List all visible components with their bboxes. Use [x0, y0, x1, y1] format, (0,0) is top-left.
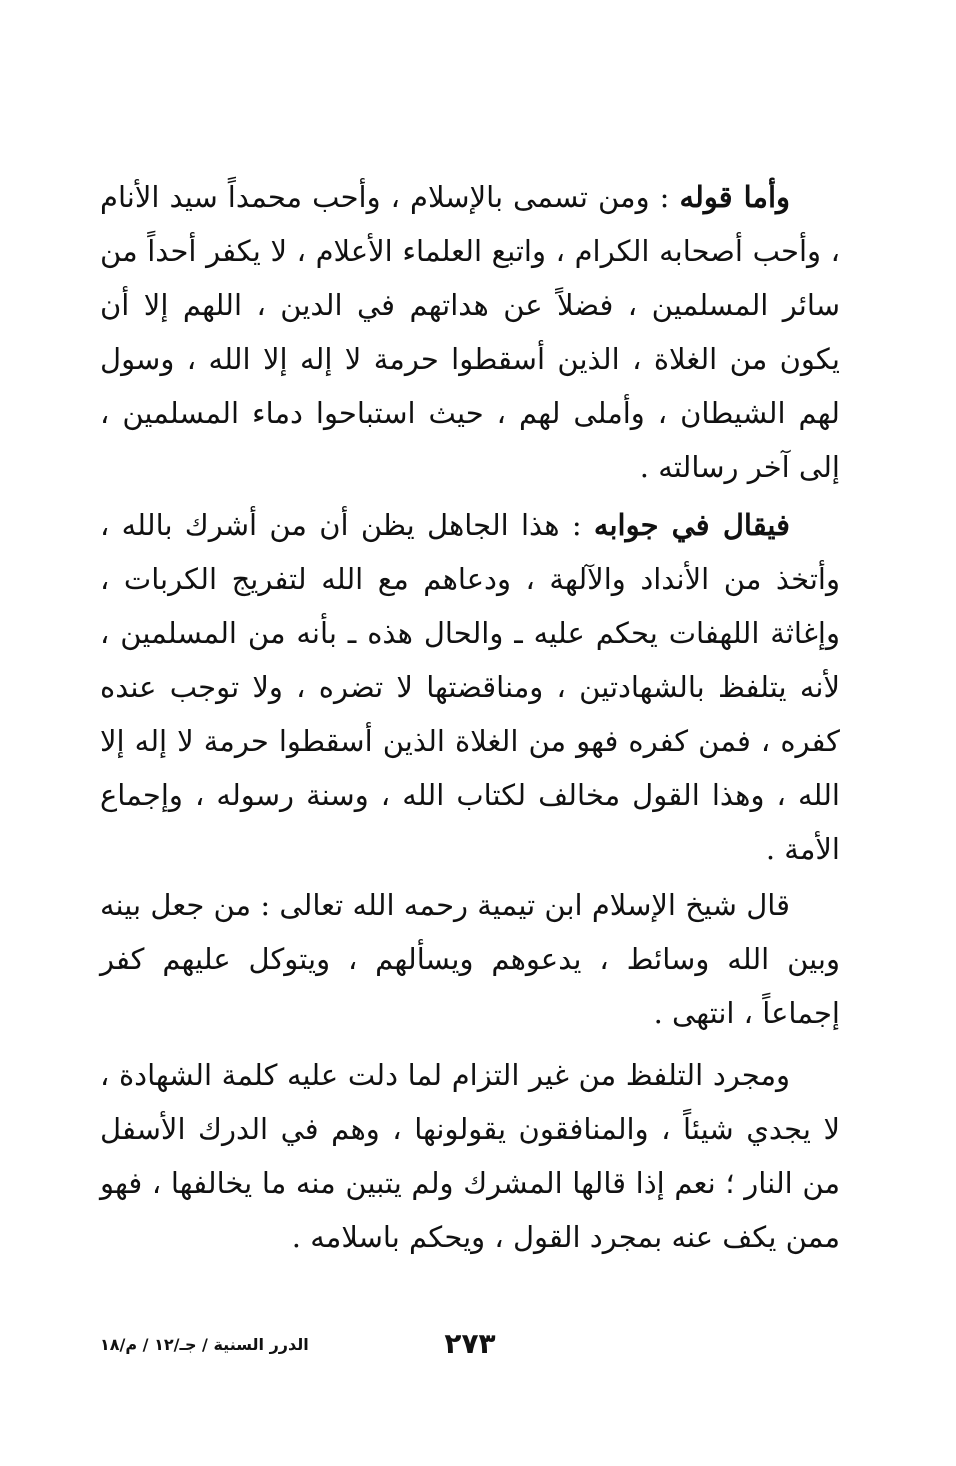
paragraph-1-lead: وأما قوله — [679, 180, 791, 214]
paragraph-2-body: : هذا الجاهل يظن أن من أشرك بالله ، وأتخذ من الأنداد والآلهة ، ودعاهم مع الله لتفريج الكربات ، وإغاثة اللهفات يحكم عليه ـ والحال هذه ـ بأنه من المسلمين ، لأنه يتلفظ بالشهادتين ، ومناقضتها لا تضره ، ولا توجب عنده كفره ، فمن كفره فهو من الغلاة الذين أسقطوا حرمة لا إله إلا الله ، وهذا القول مخالف لكتاب الله ، وسنة رسوله ، وإجماع الأمة . — [100, 508, 840, 866]
source-reference: الدرر السنية / جـ/١٢ / م/١٨ — [100, 1335, 309, 1354]
paragraph-2-lead: فيقال في جوابه — [593, 508, 791, 542]
paragraph-4 — [100, 1048, 840, 1264]
paragraph-3-body: قال شيخ الإسلام ابن تيمية رحمه الله تعالى : من جعل بينه وبين الله وسائط ، يدعوهم ويسألهم ، ويتوكل عليهم كفر إجماعاً ، انتهى . — [100, 888, 840, 1030]
paragraph-1-body: : ومن تسمى بالإسلام ، وأحب محمداً سيد الأنام ، وأحب أصحابه الكرام ، واتبع العلماء الأعلام ، لا يكفر أحداً من سائر المسلمين ، فضلاً عن هداتهم في الدين ، اللهم إلا أن يكون من الغلاة ، الذين أسقطوا حرمة لا إله إلا الله ، وسول لهم الشيطان ، وأملى لهم ، حيث استباحوا دماء المسلمين ، إلى آخر رسالته . — [100, 180, 840, 484]
paragraph-1 — [100, 170, 840, 494]
paragraph-2 — [100, 498, 840, 876]
page-number: ٢٧٣ — [444, 1327, 496, 1360]
paragraph-3 — [100, 878, 840, 1040]
paragraph-4-body: ومجرد التلفظ من غير التزام لما دلت عليه كلمة الشهادة ، لا يجدي شيئاً ، والمنافقون يقولونها ، وهم في الدرك الأسفل من النار ؛ نعم إذا قالها المشرك ولم يتبين منه ما يخالفها ، فهو ممن يكف عنه بمجرد القول ، ويحكم باسلامه . — [100, 1058, 840, 1254]
page-footer — [100, 1326, 840, 1366]
